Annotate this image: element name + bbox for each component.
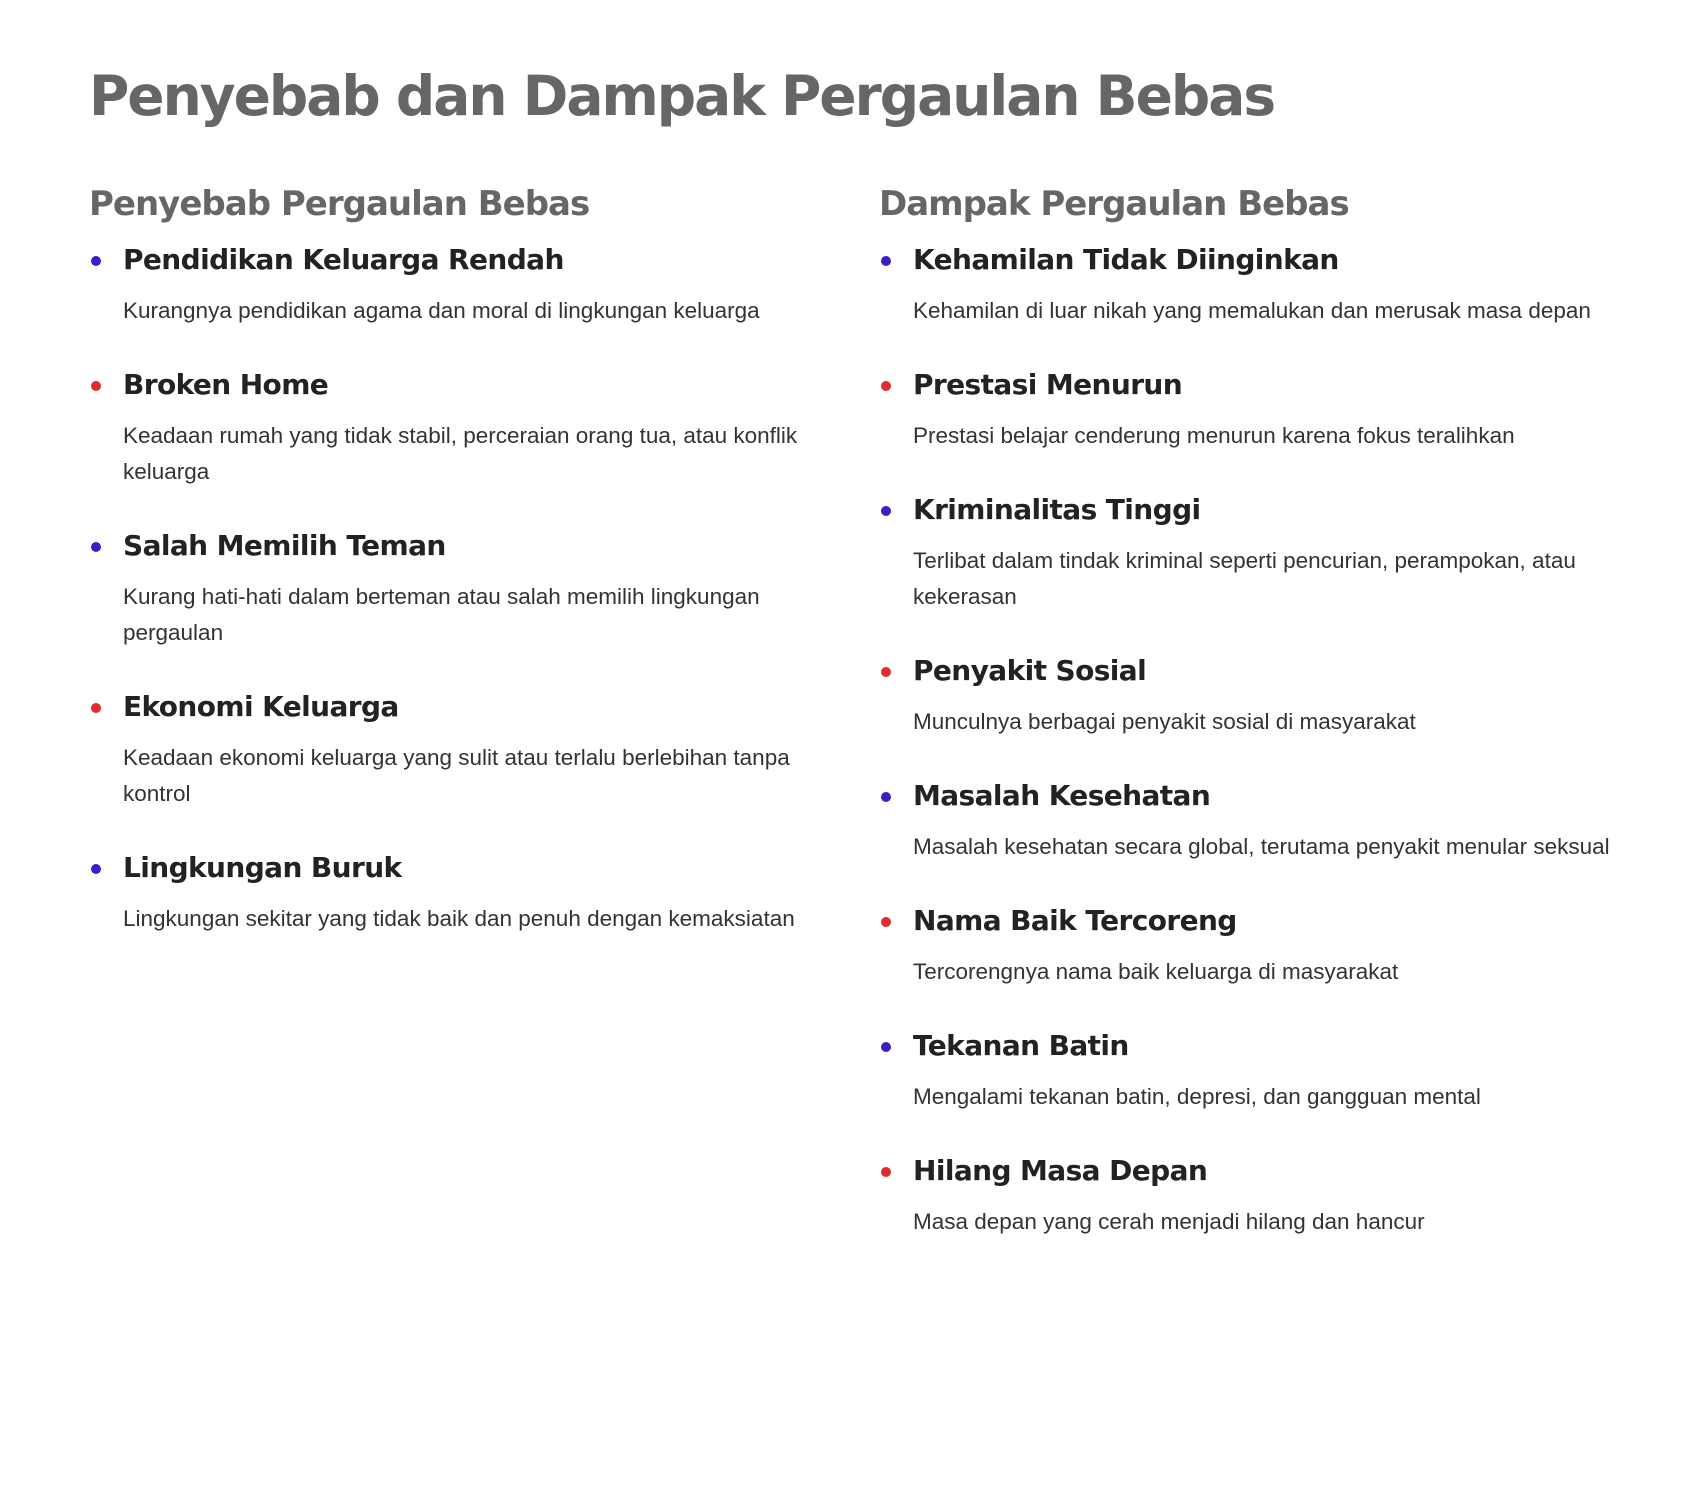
impact-item [879, 649, 1619, 740]
bullet-icon [91, 703, 101, 713]
impact-title: Kriminalitas Tinggi [913, 493, 1201, 526]
impact-description: Masa depan yang cerah menjadi hilang dan hancur [913, 1209, 1425, 1234]
impact-description: Terlibat dalam tindak kriminal seperti pencurian, perampokan, atau kekerasan [913, 548, 1576, 609]
impact-title: Nama Baik Tercoreng [913, 904, 1237, 937]
bullet-icon [91, 256, 101, 266]
impact-item [879, 1149, 1619, 1240]
cause-title: Ekonomi Keluarga [123, 690, 399, 723]
causes-heading: Penyebab Pergaulan Bebas [89, 184, 590, 224]
impacts-section [879, 182, 1619, 1274]
impact-item [879, 363, 1619, 454]
impact-description: Prestasi belajar cenderung menurun karena fokus teralihkan [913, 423, 1515, 448]
impacts-heading: Dampak Pergaulan Bebas [879, 184, 1349, 224]
cause-description: Lingkungan sekitar yang tidak baik dan penuh dengan kemaksiatan [123, 906, 795, 931]
page [89, 58, 1610, 1234]
bullet-icon [881, 256, 891, 266]
cause-title: Pendidikan Keluarga Rendah [123, 243, 564, 276]
bullet-icon [881, 1042, 891, 1052]
bullet-icon [881, 506, 891, 516]
cause-title: Salah Memilih Teman [123, 529, 446, 562]
impact-item [879, 899, 1619, 990]
bullet-icon [881, 381, 891, 391]
cause-item [89, 846, 829, 937]
cause-item [89, 238, 829, 329]
impact-title: Masalah Kesehatan [913, 779, 1211, 812]
impact-item [879, 774, 1619, 865]
cause-description: Keadaan ekonomi keluarga yang sulit atau terlalu berlebihan tanpa kontrol [123, 745, 790, 806]
cause-description: Kurang hati-hati dalam berteman atau salah memilih lingkungan pergaulan [123, 584, 760, 645]
bullet-icon [881, 667, 891, 677]
impact-title: Penyakit Sosial [913, 654, 1147, 687]
causes-list [89, 238, 829, 937]
impact-title: Kehamilan Tidak Diinginkan [913, 243, 1339, 276]
impact-description: Masalah kesehatan secara global, terutama penyakit menular seksual [913, 834, 1610, 859]
bullet-icon [91, 864, 101, 874]
impact-item [879, 238, 1619, 329]
impact-title: Tekanan Batin [913, 1029, 1129, 1062]
impact-item [879, 1024, 1619, 1115]
cause-item [89, 685, 829, 812]
bullet-icon [881, 792, 891, 802]
cause-description: Keadaan rumah yang tidak stabil, perceraian orang tua, atau konflik keluarga [123, 423, 798, 484]
page-title: Penyebab dan Dampak Pergaulan Bebas [89, 64, 1275, 128]
bullet-icon [881, 917, 891, 927]
impact-description: Munculnya berbagai penyakit sosial di masyarakat [913, 709, 1416, 734]
bullet-icon [881, 1167, 891, 1177]
impact-description: Kehamilan di luar nikah yang memalukan dan merusak masa depan [913, 298, 1591, 323]
impact-item [879, 488, 1619, 615]
bullet-icon [91, 381, 101, 391]
impact-description: Tercorengnya nama baik keluarga di masyarakat [913, 959, 1399, 984]
impact-title: Hilang Masa Depan [913, 1154, 1208, 1187]
bullet-icon [91, 542, 101, 552]
cause-item [89, 524, 829, 651]
impact-description: Mengalami tekanan batin, depresi, dan gangguan mental [913, 1084, 1481, 1109]
impacts-list [879, 238, 1619, 1240]
cause-item [89, 363, 829, 490]
impact-title: Prestasi Menurun [913, 368, 1183, 401]
causes-section [89, 182, 829, 971]
cause-title: Lingkungan Buruk [123, 851, 402, 884]
cause-title: Broken Home [123, 368, 329, 401]
cause-description: Kurangnya pendidikan agama dan moral di lingkungan keluarga [123, 298, 760, 323]
